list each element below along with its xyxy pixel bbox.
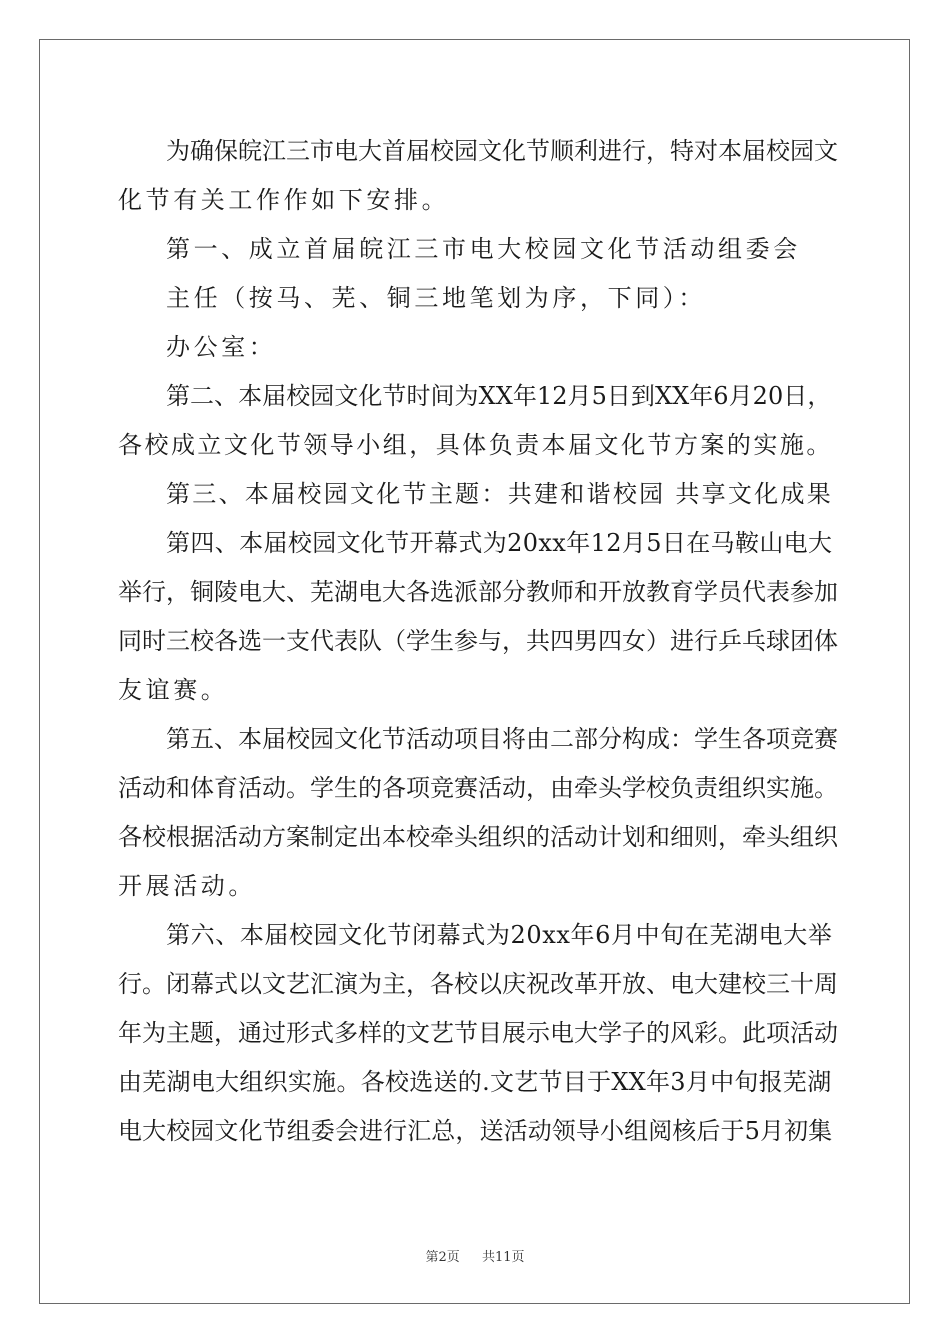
page-footer bbox=[0, 1246, 950, 1265]
text-line: 化节有关工作作如下安排。 bbox=[118, 186, 450, 214]
text-line: 由芜湖电大组织实施。各校选送的.文艺节目于XX年3月中旬报芜湖 bbox=[118, 1068, 832, 1096]
text-line: 举行，铜陵电大、芜湖电大各选派部分教师和开放教育学员代表参加 bbox=[118, 578, 838, 606]
text-line: 第一、成立首届皖江三市电大校园文化节活动组委会 bbox=[166, 235, 801, 263]
text-line: 同时三校各选一支代表队（学生参与，共四男四女）进行乒乓球团体 bbox=[118, 627, 838, 655]
text-line: 第六、本届校园文化节闭幕式为20xx年6月中旬在芜湖电大举 bbox=[166, 921, 833, 949]
text-line: 主任（按马、芜、铜三地笔划为序，下同）： bbox=[166, 284, 706, 312]
text-line: 第三、本届校园文化节主题：共建和谐校园 共享文化成果 bbox=[166, 480, 834, 508]
text-line: 电大校园文化节组委会进行汇总，送活动领导小组阅核后于5月初集 bbox=[118, 1117, 833, 1145]
text-line: 办公室： bbox=[166, 333, 277, 361]
text-line: 第二、本届校园文化节时间为XX年12月5日到XX年6月20日， bbox=[166, 382, 832, 410]
text-line: 友谊赛。 bbox=[118, 676, 229, 704]
text-line: 年为主题，通过形式多样的文艺节目展示电大学子的风彩。此项活动 bbox=[118, 1019, 838, 1047]
text-line: 活动和体育活动。学生的各项竞赛活动，由牵头学校负责组织实施。 bbox=[118, 774, 838, 802]
text-line: 各校根据活动方案制定出本校牵头组织的活动计划和细则，牵头组织 bbox=[118, 823, 838, 851]
document-body bbox=[118, 127, 838, 1156]
text-line: 为确保皖江三市电大首届校园文化节顺利进行，特对本届校园文 bbox=[166, 137, 838, 165]
text-line: 各校成立文化节领导小组，具体负责本届文化节方案的实施。 bbox=[118, 431, 833, 459]
page-total: 共11页 bbox=[482, 1250, 525, 1265]
text-line: 第四、本届校园文化节开幕式为20xx年12月5日在马鞍山电大 bbox=[166, 529, 833, 557]
text-line: 开展活动。 bbox=[118, 872, 256, 900]
page-number: 第2页 bbox=[425, 1250, 460, 1265]
text-line: 行。闭幕式以文艺汇演为主，各校以庆祝改革开放、电大建校三十周 bbox=[118, 970, 838, 998]
text-line: 第五、本届校园文化节活动项目将由二部分构成：学生各项竞赛 bbox=[166, 725, 838, 753]
